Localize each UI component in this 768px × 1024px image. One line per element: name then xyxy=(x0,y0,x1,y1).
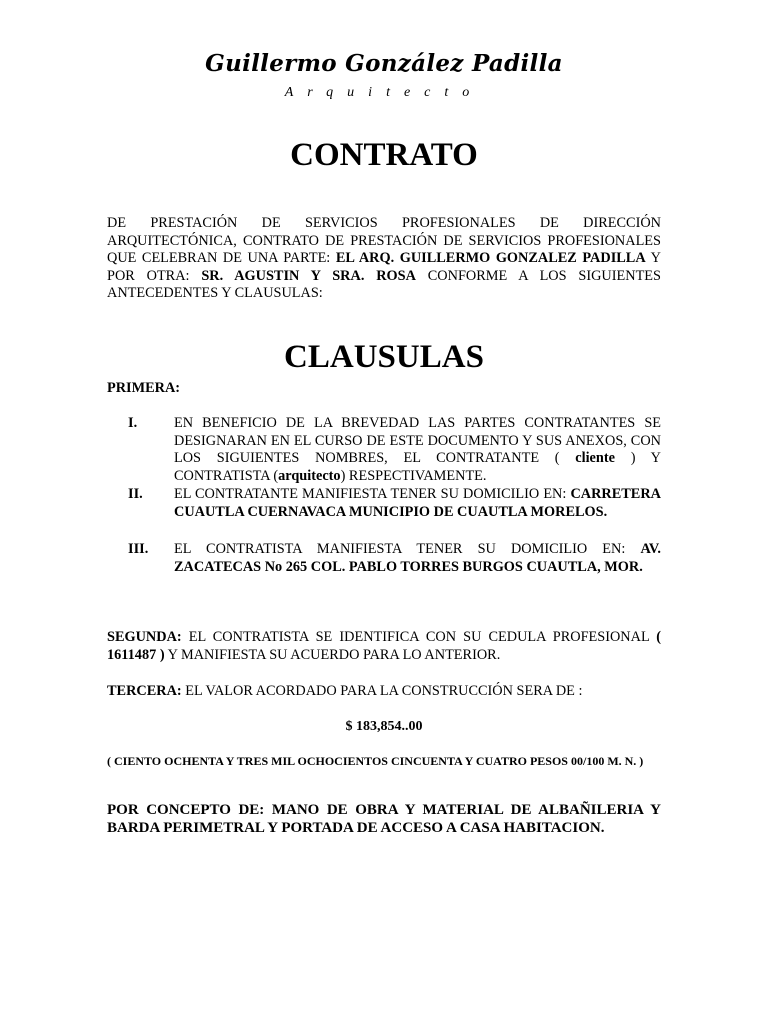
tercera-text: EL VALOR ACORDADO PARA LA CONSTRUCCIÓN SERA DE : xyxy=(181,683,583,699)
intro-party-1: EL ARQ. GUILLERMO GONZALEZ PADILLA xyxy=(335,250,646,266)
clause-item-2-text: EL CONTRATANTE MANIFIESTA TENER SU DOMICILIO EN: xyxy=(174,486,571,502)
intro-party-2: SR. AGUSTIN Y SRA. ROSA xyxy=(201,267,416,284)
clause-item-text xyxy=(174,486,661,521)
tercera-label: TERCERA: xyxy=(107,683,182,699)
amount-in-words: ( CIENTO OCHENTA Y TRES MIL OCHOCIENTOS CINCUENTA Y CUATRO PESOS 00/100 M. N. ) xyxy=(107,754,644,768)
intro-text-1: DE PRESTACIÓN DE SERVICIOS PROFESIONALES DE DIRECCIÓN ARQUITECTÓNICA, CONTRATO DE PRESTACIÓN DE SERVICIOS PROFESIONALES QUE CELEBRAN DE UNA PARTE: xyxy=(107,215,661,266)
clause-item-2 xyxy=(107,486,661,538)
segunda-paragraph xyxy=(107,629,661,664)
intro-paragraph xyxy=(107,215,661,303)
tercera-paragraph xyxy=(107,683,661,701)
contract-amount: $ 183,854..00 xyxy=(345,719,423,734)
clause-item-text xyxy=(174,415,661,485)
document-title: CONTRATO xyxy=(290,137,478,173)
clause-item-number: II. xyxy=(128,486,143,502)
concept-paragraph: POR CONCEPTO DE: MANO DE OBRA Y MATERIAL DE ALBAÑILERIA Y BARDA PERIMETRAL Y PORTADA DE ACCESO A CASA HABITACION. xyxy=(107,802,661,836)
clause-item-1-text-a: EN BENEFICIO DE LA BREVEDAD LAS PARTES CONTRATANTES SE DESIGNARAN EN EL CURSO DE ESTE DOCUMENTO Y SUS ANEXOS, CON LOS SIGUIENTES NOMBRES, EL CONTRATANTE ( xyxy=(174,415,661,466)
clause-item-text xyxy=(174,541,661,576)
cedula-number: ( 1611487 ) xyxy=(107,629,661,663)
clause-item-1-text-c: ) RESPECTIVAMENTE. xyxy=(340,467,487,484)
primera-label: PRIMERA: xyxy=(107,380,181,396)
clause-item-3-address: AV. ZACATECAS No 265 COL. PABLO TORRES BURGOS CUAUTLA, MOR. xyxy=(174,541,661,575)
intro-text-3: CONFORME A LOS SIGUIENTES ANTECEDENTES Y CLAUSULAS: xyxy=(107,267,661,301)
clause-item-2-address: CARRETERA CUAUTLA CUERNAVACA MUNICIPIO DE CUAUTLA MORELOS. xyxy=(174,486,661,520)
clause-item-number: III. xyxy=(128,541,149,557)
clause-item-1-arquitecto: arquitecto xyxy=(278,467,341,484)
segunda-label: SEGUNDA: xyxy=(107,629,182,645)
clause-item-number: I. xyxy=(128,415,138,431)
segunda-text-2: Y MANIFIESTA SU ACUERDO PARA LO ANTERIOR. xyxy=(164,646,501,663)
clause-item-1-cliente: cliente xyxy=(575,450,615,466)
clause-item-1 xyxy=(107,415,661,485)
segunda-text-1: EL CONTRATISTA SE IDENTIFICA CON SU CEDULA PROFESIONAL xyxy=(181,629,657,645)
clauses-heading: CLAUSULAS xyxy=(284,339,484,375)
clause-item-1-text-b: ) Y CONTRATISTA ( xyxy=(174,450,661,484)
author-name: Guillermo González Padilla xyxy=(205,50,563,77)
author-profession: Arquitecto xyxy=(284,85,484,100)
clause-item-3-text: EL CONTRATISTA MANIFIESTA TENER SU DOMICILIO EN: xyxy=(174,541,641,557)
clause-item-3 xyxy=(107,541,661,593)
intro-text-2: Y POR OTRA: xyxy=(107,250,661,284)
